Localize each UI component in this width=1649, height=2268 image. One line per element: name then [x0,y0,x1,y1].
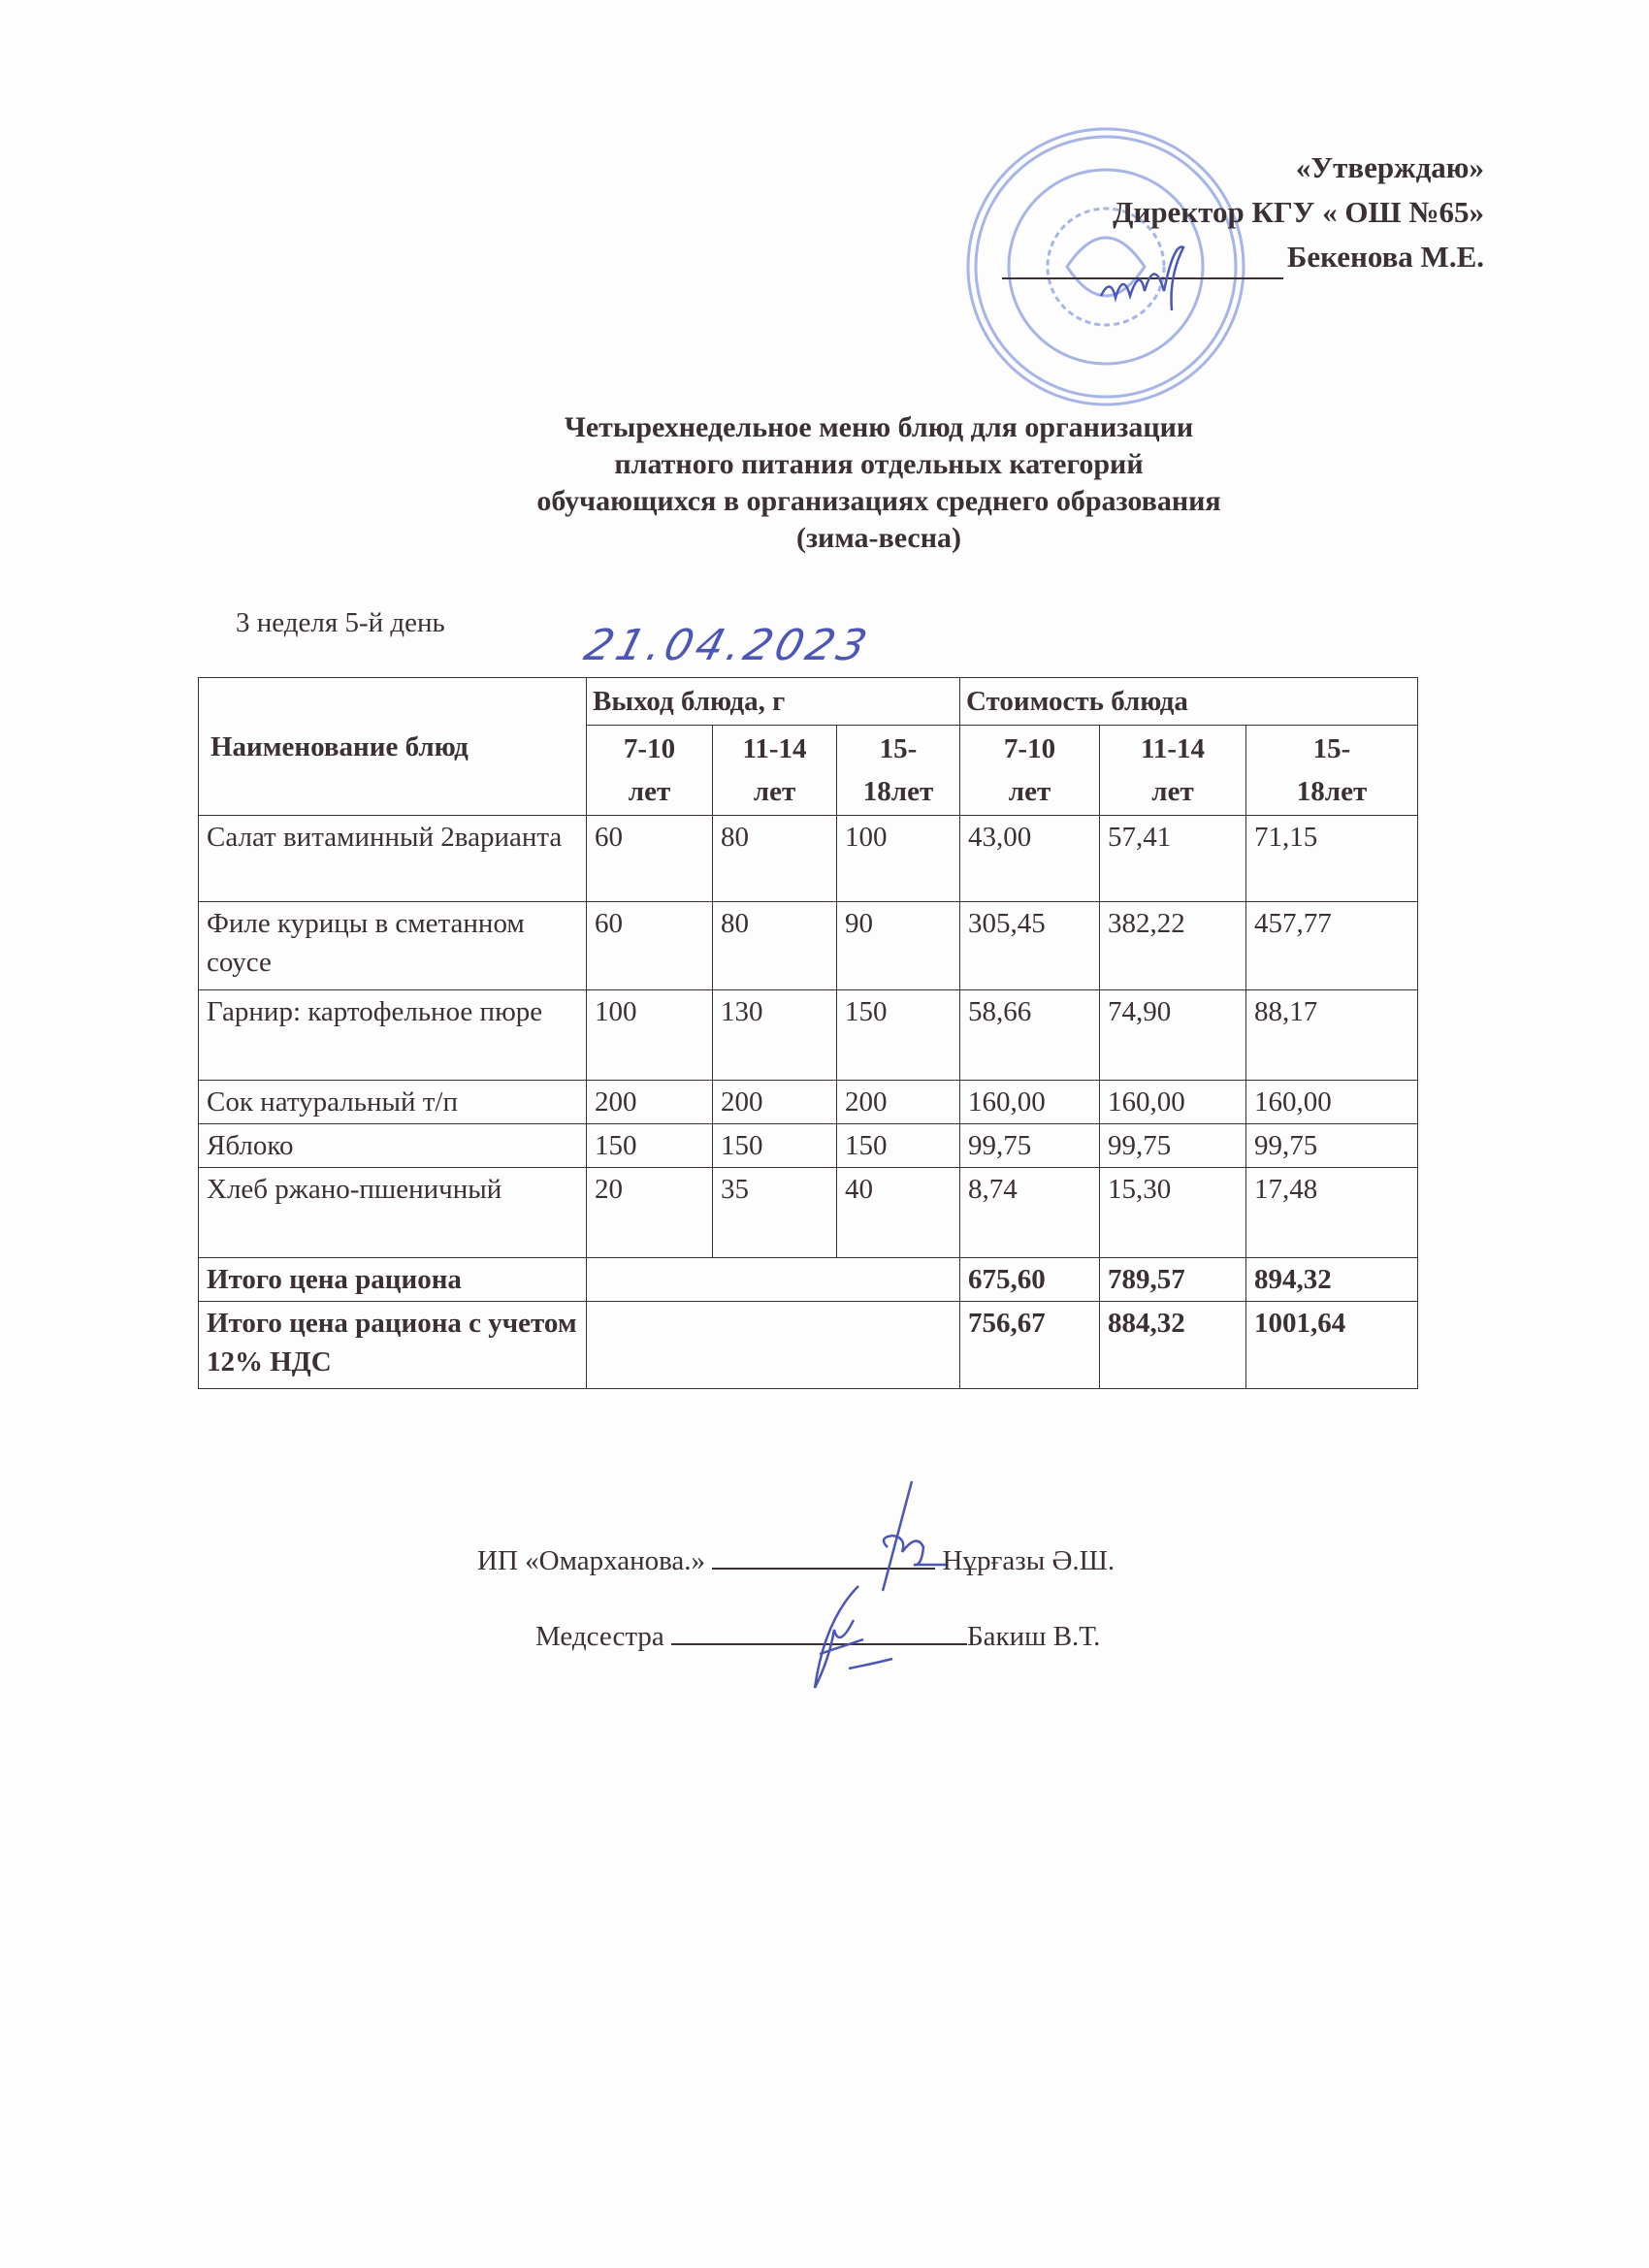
table-row [199,902,1418,990]
dish-name: Филе курицы в сметанном соусе [199,902,587,990]
yield-cell: 100 [837,816,960,902]
table-row [199,1168,1418,1258]
document-title [0,409,1649,557]
yield-cell: 20 [587,1168,713,1258]
yield-cell: 200 [587,1081,713,1124]
total-cost-cell: 756,67 [960,1302,1100,1389]
yield-cell: 60 [587,902,713,990]
title-line-4: (зима-весна) [795,522,962,554]
nurse-name: Бакиш В.Т. [967,1621,1101,1652]
director-position: Директор КГУ « ОШ №65» [1113,195,1484,229]
yield-cell: 40 [837,1168,960,1258]
yield-cell: 150 [587,1124,713,1168]
cost-cell: 43,00 [960,816,1100,902]
yield-cell: 35 [713,1168,837,1258]
cost-cell: 8,74 [960,1168,1100,1258]
empty-cell [587,1258,960,1302]
yield-cell: 200 [837,1081,960,1124]
yield-cell: 60 [587,816,713,902]
dish-name: Сок натуральный т/п [199,1081,587,1124]
cost-cell: 160,00 [1100,1081,1246,1124]
cost-cell: 160,00 [960,1081,1100,1124]
cost-cell: 71,15 [1246,816,1418,902]
total-cost-cell: 894,32 [1246,1258,1418,1302]
supplier-name: Нұрғазы Ә.Ш. [942,1545,1116,1576]
cost-cell: 99,75 [1100,1124,1246,1168]
nurse-label: Медсестра [535,1621,664,1652]
menu-table [198,677,1418,1389]
supplier-label: ИП «Омарханова.» [477,1545,706,1576]
yield-cell: 150 [837,1124,960,1168]
empty-cell [587,1302,960,1389]
title-line-1: Четырехнедельное меню блюд для организации [564,411,1194,443]
dish-name: Хлеб ржано-пшеничный [199,1168,587,1258]
header-age-group: 15- 18лет [837,726,960,816]
header-age-group: 7-10 лет [587,726,713,816]
director-signature [1096,238,1203,315]
cost-cell: 74,90 [1100,990,1246,1081]
table-row [199,1124,1418,1168]
week-day: 3 неделя 5-й день [236,607,445,638]
title-line-3: обучающихся в организациях среднего образования [536,485,1221,517]
dish-name: Яблоко [199,1124,587,1168]
supplier-signature [854,1479,970,1596]
total-row [199,1258,1418,1302]
yield-cell: 100 [587,990,713,1081]
header-age-group: 7-10 лет [960,726,1100,816]
yield-cell: 150 [713,1124,837,1168]
cost-cell: 457,77 [1246,902,1418,990]
approval-block [1002,146,1484,279]
yield-cell: 150 [837,990,960,1081]
cost-cell: 17,48 [1246,1168,1418,1258]
total-cost-cell: 675,60 [960,1258,1100,1302]
yield-cell: 80 [713,816,837,902]
yield-cell: 90 [837,902,960,990]
header-cost: Стоимость блюда [960,678,1418,726]
total-label: Итого цена рациона [199,1258,587,1302]
cost-cell: 382,22 [1100,902,1246,990]
yield-cell: 130 [713,990,837,1081]
total-cost-cell: 1001,64 [1246,1302,1418,1389]
header-dish-name: Наименование блюд [199,678,587,816]
total-cost-cell: 789,57 [1100,1258,1246,1302]
cost-cell: 99,75 [960,1124,1100,1168]
header-age-group: 15- 18лет [1246,726,1418,816]
yield-cell: 200 [713,1081,837,1124]
title-line-2: платного питания отдельных категорий [614,448,1144,480]
supplier-signature-line [477,1542,1115,1577]
nurse-signature [776,1581,922,1698]
director-name: Бекенова М.Е. [1286,240,1484,274]
yield-cell: 80 [713,902,837,990]
total-label: Итого цена рациона с учетом 12% НДС [199,1302,587,1389]
cost-cell: 160,00 [1246,1081,1418,1124]
cost-cell: 58,66 [960,990,1100,1081]
dish-name: Салат витаминный 2варианта [199,816,587,902]
table-row [199,990,1418,1081]
header-yield: Выход блюда, г [587,678,960,726]
cost-cell: 99,75 [1246,1124,1418,1168]
cost-cell: 88,17 [1246,990,1418,1081]
total-row [199,1302,1418,1389]
dish-name: Гарнир: картофельное пюре [199,990,587,1081]
header-age-group: 11-14 лет [713,726,837,816]
header-age-group: 11-14 лет [1100,726,1246,816]
handwritten-date: 21.04.2023 [579,621,876,670]
approve-label: «Утверждаю» [1295,150,1484,184]
cost-cell: 15,30 [1100,1168,1246,1258]
table-row [199,816,1418,902]
table-row [199,1081,1418,1124]
cost-cell: 57,41 [1100,816,1246,902]
total-cost-cell: 884,32 [1100,1302,1246,1389]
cost-cell: 305,45 [960,902,1100,990]
